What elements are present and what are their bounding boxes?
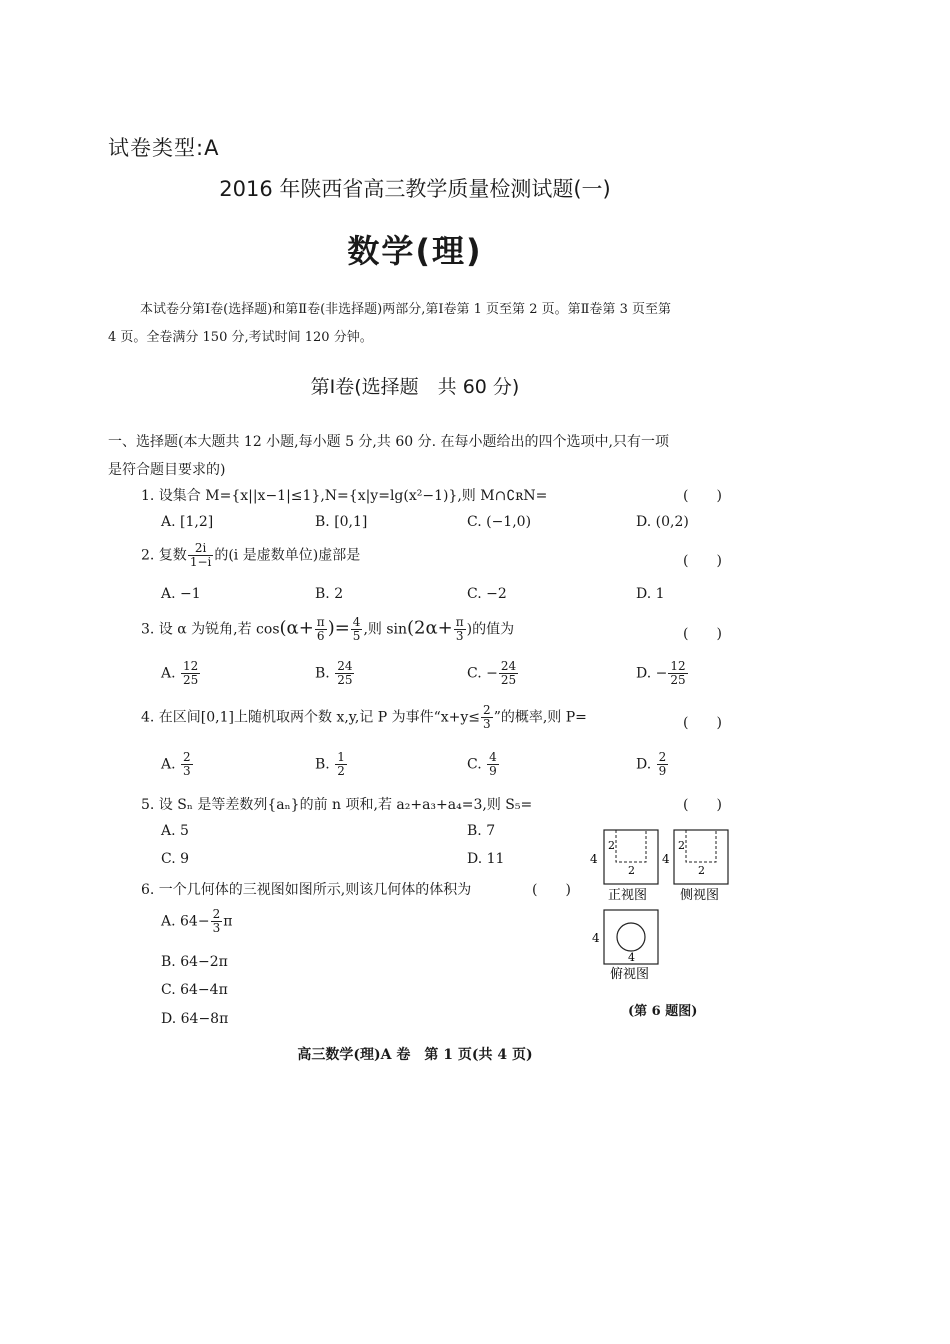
section-line-2: 是符合题目要求的) <box>108 462 226 478</box>
q2-option-b: B. 2 <box>315 586 344 602</box>
q2-pre: 2. 复数 <box>141 547 187 564</box>
q2-option-a: A. −1 <box>161 586 201 602</box>
q1-option-b: B. [0,1] <box>315 514 368 530</box>
q6-option-b: B. 64−2π <box>161 954 228 970</box>
q6-option-a-pre: A. 64− <box>161 913 210 930</box>
q6-answer-paren: ( ) <box>532 882 571 898</box>
section-heading <box>108 428 738 484</box>
front-view-dim-2-bottom: 2 <box>628 864 635 877</box>
q4-answer-paren: ( ) <box>683 715 722 731</box>
q4-option-c <box>467 751 500 778</box>
q6-option-a <box>161 908 232 935</box>
top-view-circle <box>617 923 645 951</box>
q1-answer-paren: ( ) <box>683 488 722 504</box>
q4-stem <box>141 704 587 731</box>
q4-option-c-label: C. <box>467 756 482 773</box>
q6-option-a-num: 2 <box>212 907 221 921</box>
intro-text <box>108 296 738 352</box>
q3-option-d-frac <box>668 660 687 687</box>
q4-option-d-frac <box>657 751 669 778</box>
q3-option-c-den: 25 <box>500 673 517 687</box>
q4-option-b-label: B. <box>315 756 330 773</box>
three-view-figure <box>588 822 738 1022</box>
q4-option-a <box>161 751 194 778</box>
q3-part-1: 3. 设 α 为锐角,若 cos <box>141 621 280 638</box>
q3-part-5: (2α+ <box>407 617 453 639</box>
q3-frac-1-num: π <box>316 615 325 629</box>
q3-option-a-den: 25 <box>183 673 199 687</box>
q3-option-c-sign: − <box>486 665 498 682</box>
side-view-hidden-edges <box>686 830 716 862</box>
q3-frac-3-num: π <box>455 615 464 629</box>
q3-option-c-num: 24 <box>500 659 517 673</box>
q3-option-a-frac <box>181 660 200 687</box>
q4-post: ”的概率,则 P= <box>493 709 587 726</box>
q1-option-a: A. [1,2] <box>161 514 214 530</box>
q4-frac-num: 2 <box>483 703 491 717</box>
q2-answer-paren: ( ) <box>683 553 722 569</box>
front-view-hidden-edges <box>616 830 646 862</box>
side-view-dim-2-side: 2 <box>678 839 685 852</box>
front-view-label: 正视图 <box>608 888 648 903</box>
front-view <box>590 830 658 903</box>
q5-option-d: D. 11 <box>467 851 505 867</box>
intro-line-1: 本试卷分第Ⅰ卷(选择题)和第Ⅱ卷(非选择题)两部分,第Ⅰ卷第 1 页至第 2 页。第Ⅱ卷第 3 页至第 <box>140 302 671 317</box>
q3-frac-2-den: 5 <box>352 629 361 643</box>
side-view-dim-4: 4 <box>662 852 670 866</box>
q3-option-d-label: D. <box>636 665 652 682</box>
q3-frac-2-num: 4 <box>352 615 361 629</box>
q6-stem: 6. 一个几何体的三视图如图所示,则该几何体的体积为 <box>141 882 472 898</box>
q4-option-d-num: 2 <box>658 750 667 764</box>
q4-option-c-frac <box>487 751 499 778</box>
q3-frac-3-den: 3 <box>455 629 464 643</box>
q4-frac-den: 3 <box>483 717 491 731</box>
q4-option-b <box>315 751 348 778</box>
q3-frac-3 <box>454 616 466 643</box>
intro-line-2: 4 页。全卷满分 150 分,考试时间 120 分钟。 <box>108 330 373 345</box>
side-view-label: 侧视图 <box>680 888 720 903</box>
q3-frac-2 <box>351 616 363 643</box>
q4-option-b-num: 1 <box>337 750 345 764</box>
q6-option-c: C. 64−4π <box>161 982 228 998</box>
q3-frac-1 <box>315 616 327 643</box>
q4-option-d-den: 9 <box>658 764 667 778</box>
q3-option-d-sign: − <box>655 665 668 682</box>
q5-stem: 5. 设 Sₙ 是等差数列{aₙ}的前 n 项和,若 a₂+a₃+a₄=3,则 S₅= <box>141 797 533 813</box>
q4-option-b-frac <box>335 751 347 778</box>
q4-option-c-den: 9 <box>489 764 497 778</box>
q4-option-a-label: A. <box>161 756 176 773</box>
q3-option-b-num: 24 <box>337 659 353 673</box>
q2-frac-num: 2i <box>188 542 214 556</box>
top-view-label: 俯视图 <box>610 967 650 982</box>
q2-stem <box>141 542 360 569</box>
q3-frac-1-den: 6 <box>316 629 325 643</box>
q3-option-a-num: 12 <box>183 659 199 673</box>
q6-option-a-frac <box>211 908 223 935</box>
q3-option-b-den: 25 <box>337 673 353 687</box>
q5-option-c: C. 9 <box>161 851 190 867</box>
q2-fraction <box>188 542 214 569</box>
subject-title: 数学(理) <box>347 232 483 270</box>
q6-option-a-den: 3 <box>212 921 221 935</box>
top-view <box>592 910 658 982</box>
q4-frac <box>481 704 493 731</box>
q3-option-a <box>161 660 201 687</box>
section-line-1: 一、选择题(本大题共 12 小题,每小题 5 分,共 60 分. 在每小题给出的四个选项中,只有一项 <box>108 434 669 450</box>
q3-option-c-frac <box>499 660 518 687</box>
q4-option-d-label: D. <box>636 756 652 773</box>
front-view-dim-2-side: 2 <box>608 839 615 852</box>
q3-option-d <box>636 660 689 687</box>
q4-pre: 4. 在区间[0,1]上随机取两个数 x,y,记 P 为事件“x+y≤ <box>141 709 481 726</box>
q5-option-b: B. 7 <box>467 823 496 839</box>
q4-option-c-num: 4 <box>489 750 497 764</box>
front-view-dim-4: 4 <box>590 852 598 866</box>
q3-option-c <box>467 660 519 687</box>
q1-stem: 1. 设集合 M={x||x−1|≤1},N={x|y=lg(x²−1)},则 M∩∁ʀN= <box>141 488 548 504</box>
q2-option-d: D. 1 <box>636 586 665 602</box>
part-title: 第Ⅰ卷(选择题 共 60 分) <box>310 376 520 398</box>
side-view <box>662 830 728 903</box>
top-view-dim-4-bottom: 4 <box>628 951 635 964</box>
q3-option-b-label: B. <box>315 665 330 682</box>
q5-answer-paren: ( ) <box>683 797 722 813</box>
q6-option-a-post: π <box>223 913 233 930</box>
q3-option-a-label: A. <box>161 665 176 682</box>
side-view-dim-2-bottom: 2 <box>698 864 705 877</box>
q3-stem <box>141 616 514 643</box>
q4-option-a-num: 2 <box>183 750 191 764</box>
q2-frac-den: 1−i <box>189 555 212 569</box>
q6-option-d: D. 64−8π <box>161 1011 229 1027</box>
page-footer: 高三数学(理)A 卷 第 1 页(共 4 页) <box>297 1047 533 1063</box>
q1-option-c: C. (−1,0) <box>467 514 532 530</box>
top-view-dim-4-side: 4 <box>592 931 600 945</box>
q2-option-c: C. −2 <box>467 586 507 602</box>
q3-answer-paren: ( ) <box>683 626 722 642</box>
q3-part-6: )的值为 <box>466 621 515 638</box>
q2-post: 的(i 是虚数单位)虚部是 <box>214 547 361 564</box>
paper-type: 试卷类型:A <box>108 136 220 160</box>
q1-option-d: D. (0,2) <box>636 514 689 530</box>
q4-option-a-frac <box>181 751 193 778</box>
q3-option-c-label: C. <box>467 665 482 682</box>
q4-option-b-den: 2 <box>337 764 345 778</box>
q3-part-4: ,则 sin <box>363 621 408 638</box>
q3-option-d-den: 25 <box>670 673 686 687</box>
q3-option-b <box>315 660 355 687</box>
q4-option-d <box>636 751 669 778</box>
q3-option-b-frac <box>335 660 354 687</box>
q5-option-a: A. 5 <box>161 823 189 839</box>
q4-option-a-den: 3 <box>183 764 191 778</box>
q3-part-2: (α+ <box>279 617 314 639</box>
figure-caption: (第 6 题图) <box>628 1004 698 1019</box>
q3-part-3: )= <box>327 617 350 639</box>
exam-title: 2016 年陕西省高三教学质量检测试题(一) <box>219 177 611 201</box>
q3-option-d-num: 12 <box>670 659 686 673</box>
